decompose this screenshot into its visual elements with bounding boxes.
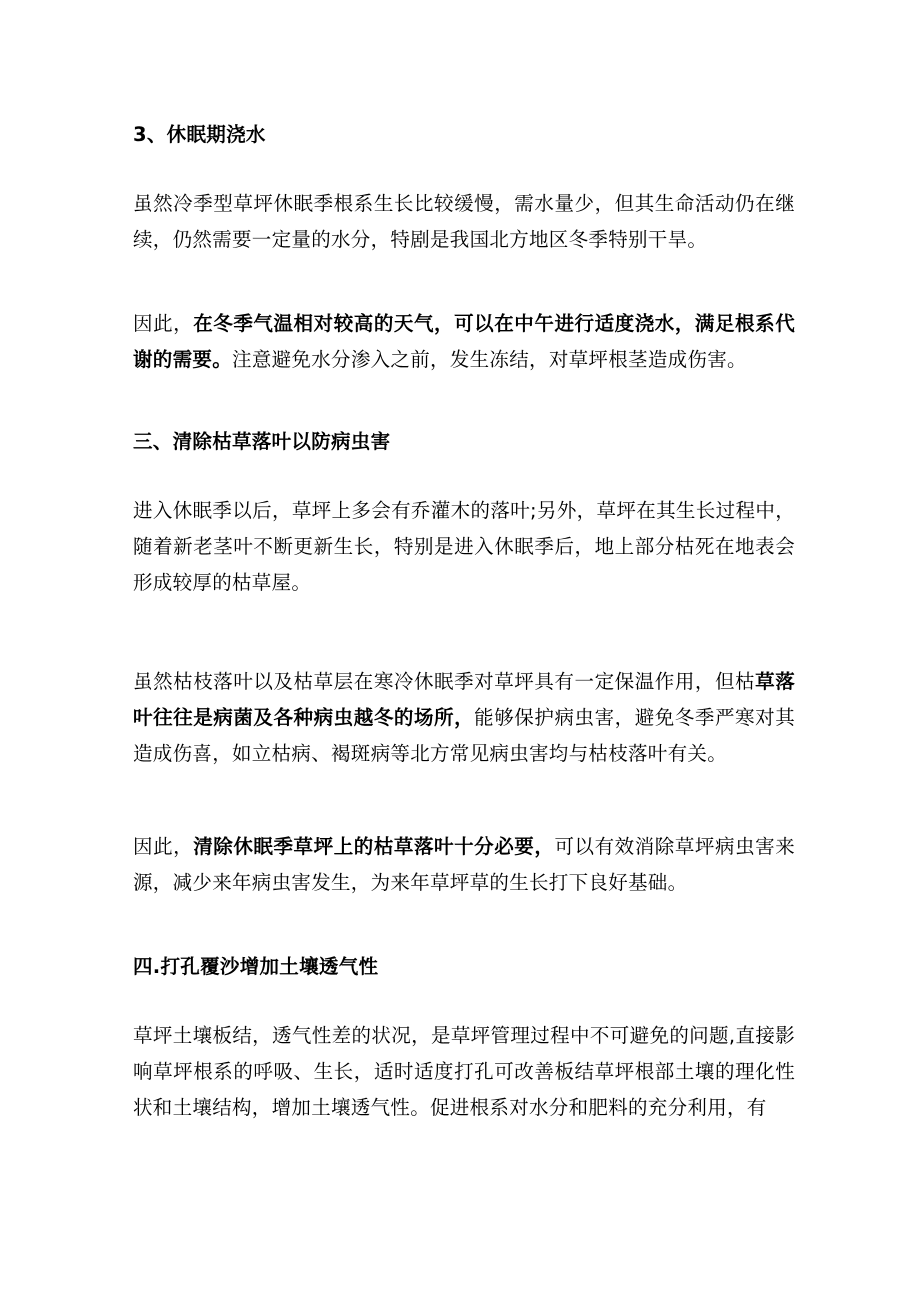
text-segment: 因此，	[133, 312, 194, 335]
text-segment: 因此，	[133, 835, 194, 858]
text-segment: 可以有效消除草坪病虫害来源，减少来年病虫害发生，为来年草坪草的生长打下良好基础。	[133, 835, 796, 894]
paragraph-pests-overwinter	[133, 664, 795, 772]
text-segment: 能够保护病虫害，避免冬季严寒对其造成伤喜，如立枯病、褐斑病等北方常见病虫害均与枯枝落叶有关。	[133, 706, 795, 765]
text-segment: 虽然枯枝落叶以及枯草层在寒冷休眠季对草坪具有一定保温作用，但枯	[133, 670, 756, 693]
paragraph-soil-compaction: 草坪土壤板结，透气性差的状况，是草坪管理过程中不可避免的问题,直接影响草坪根系的呼吸、生长，适时适度打孔可改善板结草坪根部土壤的理化性状和土壤结构，增加土壤透气性。促进根系对水分和肥料的充分利用，有	[133, 1024, 795, 1119]
section-heading-watering: 3、休眠期浇水	[133, 123, 266, 146]
bold-text-segment: 草落叶往往是病菌及各种病虫越冬的场所，	[133, 670, 795, 729]
section-heading-clear-leaves: 三、清除枯草落叶以防病虫害	[133, 430, 391, 453]
paragraph-clear-necessity	[133, 829, 795, 901]
text-segment: 注意避免水分渗入之前，发生冻结，对草坪根茎造成伤害。	[232, 348, 747, 371]
section-heading-aeration: 四.打孔覆沙增加土壤透气性	[133, 955, 379, 978]
paragraph-dormant-watering: 虽然冷季型草坪休眠季根系生长比较缓慢，需水量少，但其生命活动仍在继续，仍然需要一定量的水分，特剧是我国北方地区冬季特别干旱。	[133, 192, 795, 251]
paragraph-watering-advice	[133, 306, 795, 378]
paragraph-fallen-leaves: 进入休眠季以后，草坪上多会有乔灌木的落叶;另外，草坪在其生长过程中，随着新老茎叶不断更新生长，特别是进入休眠季后，地上部分枯死在地表会形成较厚的枯草屋。	[133, 499, 795, 594]
bold-text-segment: 在冬季气温相对较高的天气，可以在中午进行适度浇水，满足根系代谢的需要。	[133, 312, 795, 371]
bold-text-segment: 清除休眠季草坪上的枯草落叶十分必要，	[193, 835, 555, 858]
